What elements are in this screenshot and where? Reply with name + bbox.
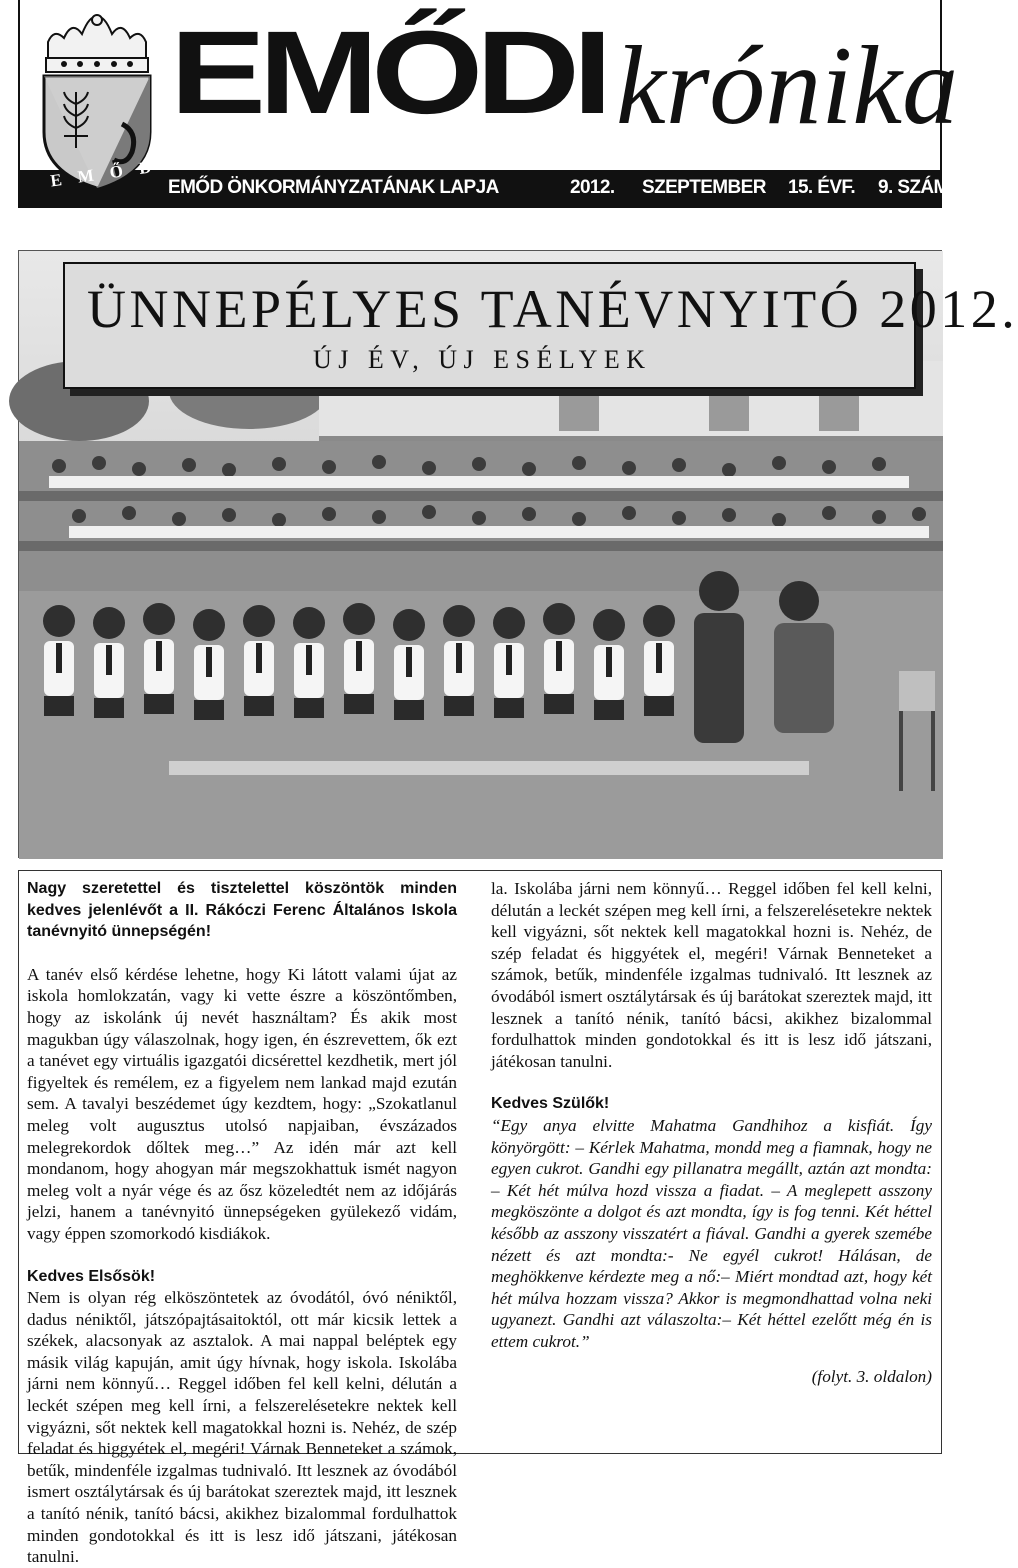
- issue-year: 2012.: [570, 177, 615, 198]
- section-heading-elsosok: Kedves Elsősök!: [27, 1267, 156, 1285]
- article-paragraph-continued: la. Iskolába járni nem könnyű… Reggel időben fel kell kelni, délután a leckét szépen meg kell írni, a felszerelésetekre nektek kell vigyázni, sőt nektek kell magatokkal hozni is. Nehéz, de szép feladat és higgyétek el, megéri! Várnak Benneteket a számok, betűk, mindenféle izgalmas tudnivaló. Itt lesznek az óvodából ismert osztálytársak és új barátokat szereztek majd, itt lesznek a tanító nénik, tanító bácsi, akikhez bizalommal fordulhattok minden gondotokkal és itt is lesz idő játszani, játékosan tanulni.: [491, 879, 932, 1071]
- article-paragraph: A tanév első kérdése lehetne, hogy Ki látott valami újat az iskola homlokzatán, vagy ki vette észre a köszöntőmben, hogy az iskolánk új nevét használtam? És akik most magukban úgy válaszolnak, hogy igen, én észrevettem, ők ezt a tanévet egy virtuális igazgatói dicsérettel kezdhetik, mert jól figyeltek és remélem, ez a figyelem nem lankad majd ezután sem. A tavalyi beszédemet úgy kezdtem, hogy: „Szokatlanul meleg volt augusztus utolsó napjaiban, évszázados melegrekordok dőltek meg…” Az idén már azt kell mondanom, hogy ahogyan már megszokhattuk ismét nagyon meleg volt a nyár vége és az ősz közeledtét nem az időjárás jelzi, hanem a tanévnyitó ünnepségeken gyülekező vidám, vagy éppen szomorkodó kisdiákok.: [27, 964, 457, 1243]
- article-lead: Nagy szeretettel és tisztelettel köszöntök minden kedves jelenlévőt a II. Rákóczi Ferenc Általános Iskola tanévnyitó ünnepségén!: [27, 880, 457, 941]
- newspaper-title: EMŐDI: [170, 7, 606, 139]
- issue-number: 9. SZÁM: [878, 177, 949, 198]
- section-heading-szulok: Kedves Szülők!: [491, 1095, 610, 1113]
- article-column-left: [27, 878, 457, 1567]
- crest-label: E M Ő D: [49, 156, 159, 191]
- masthead-info: [168, 170, 949, 206]
- gandhi-quote: “Egy anya elvitte Mahatma Gandhihoz a kisfiát. Így könyörgött: – Kérlek Mahatma, mondd meg a fiamnak, hogy ne egyen cukrot. Gandhi egy pillanatra megállt, aztán azt mondta: – Két hét múlva hozd vissza a fiadat. – A meglepett asszony megköszönte a dolgot és azt mondta, így is fog tenni. Két héttel később az asszony visszatért a fiával. Gandhi a gyerek szemébe nézett és azt mondta:- Ne egyél cukrot! Hálásan, de meghökkenve kérdezte meg a nő:– Miért mondtad azt, hogy két hét múlva hozzam vissza? Akkor is megmondhattad volna neki ugyanezt. Gandhi azt válaszolta:– Két héttel ezelőtt még én is ettem cukrot.”: [491, 1115, 932, 1351]
- newspaper-title-italic: krónika: [616, 24, 959, 148]
- issue-volume: 15. ÉVF.: [788, 177, 856, 198]
- article-paragraph-elsosok: Nem is olyan rég elköszöntetek az óvodától, óvó néniktől, dadus néniktől, játszópajtásaitoktól, ott már kicsik lettek a székek, alacsonyak az asztalok. A mai nappal beléptek egy másik világ kapuján, amit úgy hívnak, hogy iskola. Iskolába járni nem könnyű… Reggel időben fel kell kelni, délután a leckét szépen meg kell írni, a felszerelésetekre nektek kell vigyázni, sőt nektek kell magatokkal hozni is. Nehéz, de szép feladat és higgyétek el, megéri! Várnak Benneteket a számok, betűk, mindenféle izgalmas tudnivaló. Itt lesznek az óvodából ismert osztálytársak és új barátokat szereztek majd, itt lesznek a tanító nénik, tanító bácsi, akikhez bizalommal fordulhattok minden gondotokkal és itt is lesz idő játszani, játékosan tanulni.: [27, 1288, 457, 1567]
- continued-note: (folyt. 3. oldalon): [811, 1367, 932, 1387]
- publisher-name: EMŐD ÖNKORMÁNYZATÁNAK LAPJA: [168, 177, 499, 198]
- issue-month: SZEPTEMBER: [642, 177, 766, 198]
- masthead: [18, 0, 959, 208]
- article-column-right: [491, 878, 932, 1388]
- headline-subtitle: ÚJ ÉV, ÚJ ESÉLYEK: [313, 345, 652, 374]
- headline-box: [63, 262, 1018, 389]
- headline-title: ÜNNEPÉLYES TANÉVNYITÓ 2012.: [87, 279, 1018, 339]
